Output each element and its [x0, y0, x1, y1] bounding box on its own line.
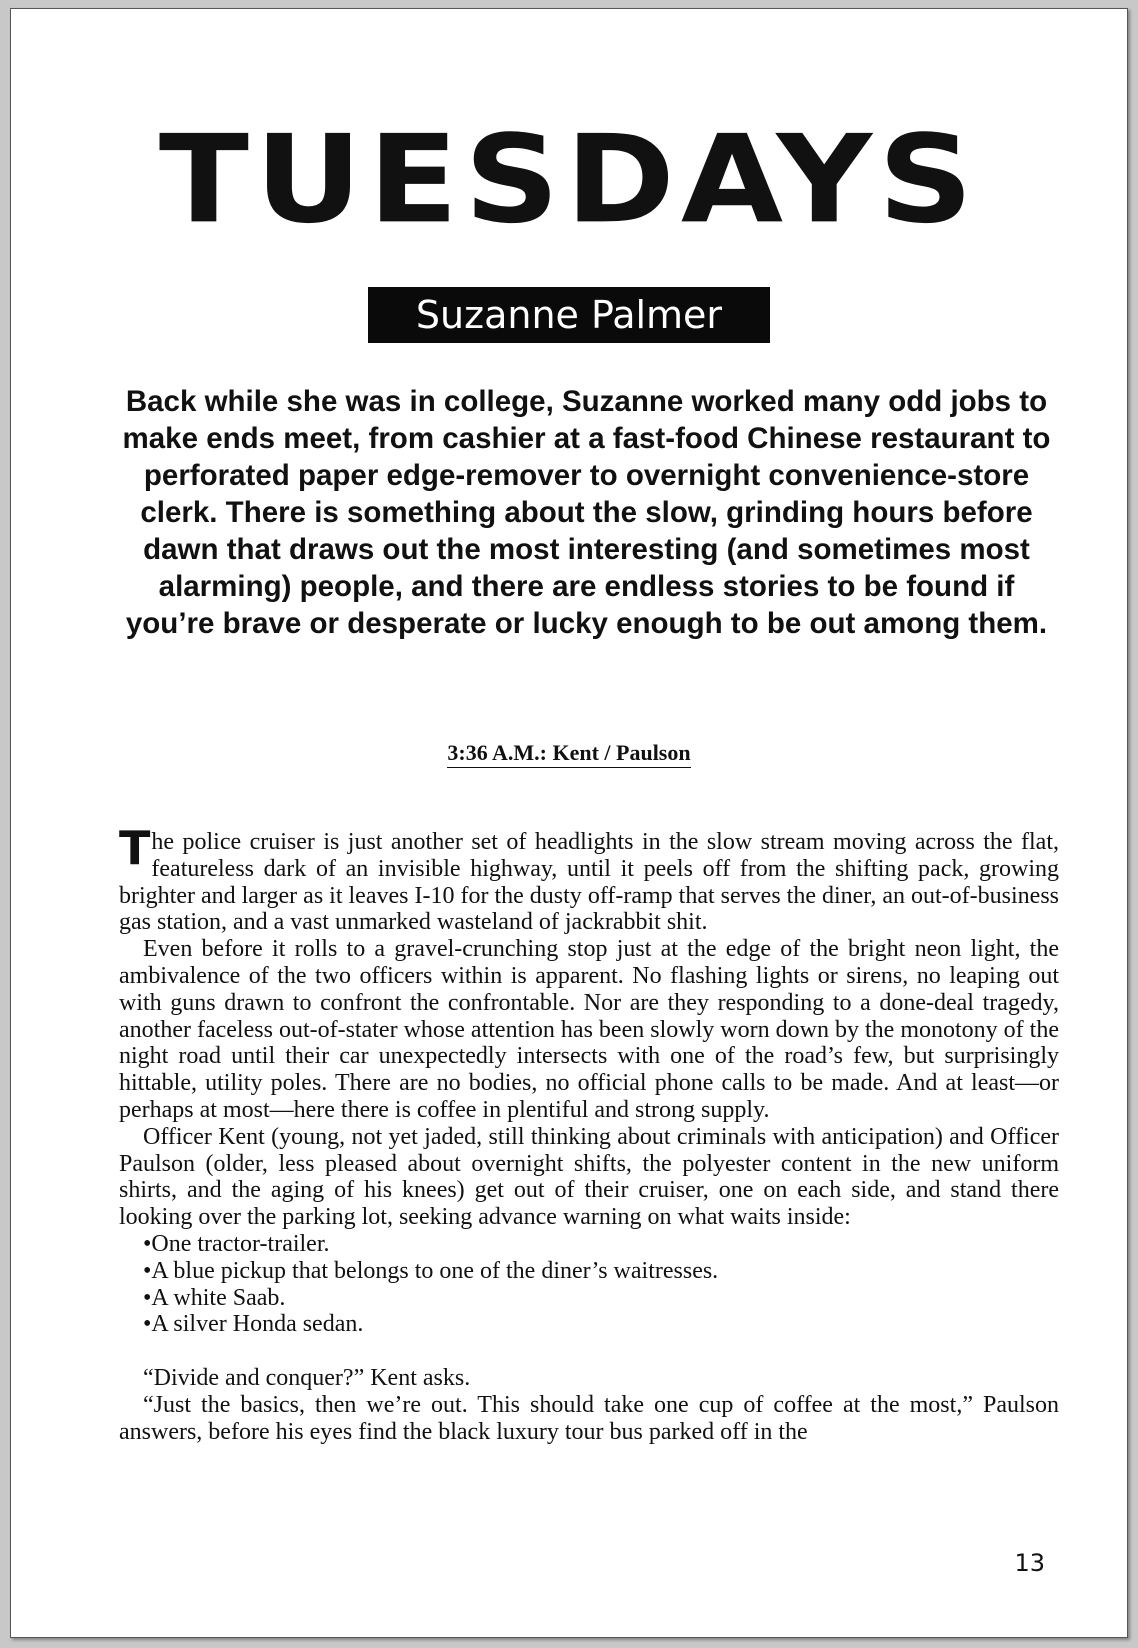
paragraph-2: Even before it rolls to a gravel-crunching stop just at the edge of the bright neon light, the ambivalence of the two officers within is apparent. No flashing lights or sirens, no leaping out with guns drawn to confront the confrontable. Nor are they responding to a done-deal tragedy, another faceless out-of-stater whose attention has been slowly worn down by the monotony of the night road until their car unexpectedly intersects with one of the road’s few, but surprisingly hittable, utility poles. There are no bodies, no official phone calls to be made. And at least—or perhaps at most—here there is coffee in plentiful and strong supply. — [119, 936, 1059, 1123]
vehicle-list — [119, 1231, 1059, 1338]
paragraph-4: “Divide and conquer?” Kent asks. — [143, 1364, 471, 1391]
paragraph-1-text: he police cruiser is just another set of headlights in the slow stream moving across the flat, featureless dark of an invisible highway, until it peels off from the shifting pack, growing brighter and larger as it leaves I-10 for the dusty off-ramp that serves the diner, an out-of-business gas station, and a vast unmarked wasteland of jackrabbit shit. — [119, 829, 1059, 936]
paragraph-1 — [119, 821, 1059, 936]
author-banner — [11, 287, 1127, 343]
list-item: • One tractor-trailer. — [143, 1231, 1059, 1258]
spacer — [119, 1338, 1059, 1365]
story-intro: Back while she was in college, Suzanne worked many odd jobs to make ends meet, from cashier at a fast-food Chinese restaurant to perforated paper edge-remover to overnight convenience-store clerk. There is something about the slow, grinding hours before dawn that draws out the most interesting (and sometimes most alarming) people, and there are endless stories to be found if you’re brave or desperate or lucky enough to be out among them. — [122, 385, 1051, 640]
list-item: • A blue pickup that belongs to one of the diner’s waitresses. — [143, 1258, 1059, 1285]
paragraph-3: Officer Kent (young, not yet jaded, still thinking about criminals with anticipation) and Officer Paulson (older, less pleased about overnight shifts, the polyester content in the new uniform shirts, and the aging of his knees) get out of their cruiser, one on each side, and stand there looking over the parking lot, seeking advance warning on what waits inside: — [119, 1123, 1059, 1231]
list-item: • A silver Honda sedan. — [143, 1311, 1059, 1338]
story-title: TUESDAYS — [158, 109, 980, 251]
author-name: Suzanne Palmer — [368, 287, 770, 343]
story-body — [119, 821, 1059, 1445]
page-number: 13 — [1014, 1549, 1045, 1577]
drop-cap: T — [119, 821, 151, 875]
list-item: • A white Saab. — [143, 1285, 1059, 1312]
section-heading — [11, 740, 1127, 766]
section-heading-text: 3:36 A.M.: Kent / Paulson — [447, 740, 690, 768]
page — [10, 8, 1128, 1638]
paragraph-5: “Just the basics, then we’re out. This should take one cup of coffee at the most,” Paulson answers, before his eyes find the black luxury tour bus parked off in the — [119, 1391, 1059, 1445]
